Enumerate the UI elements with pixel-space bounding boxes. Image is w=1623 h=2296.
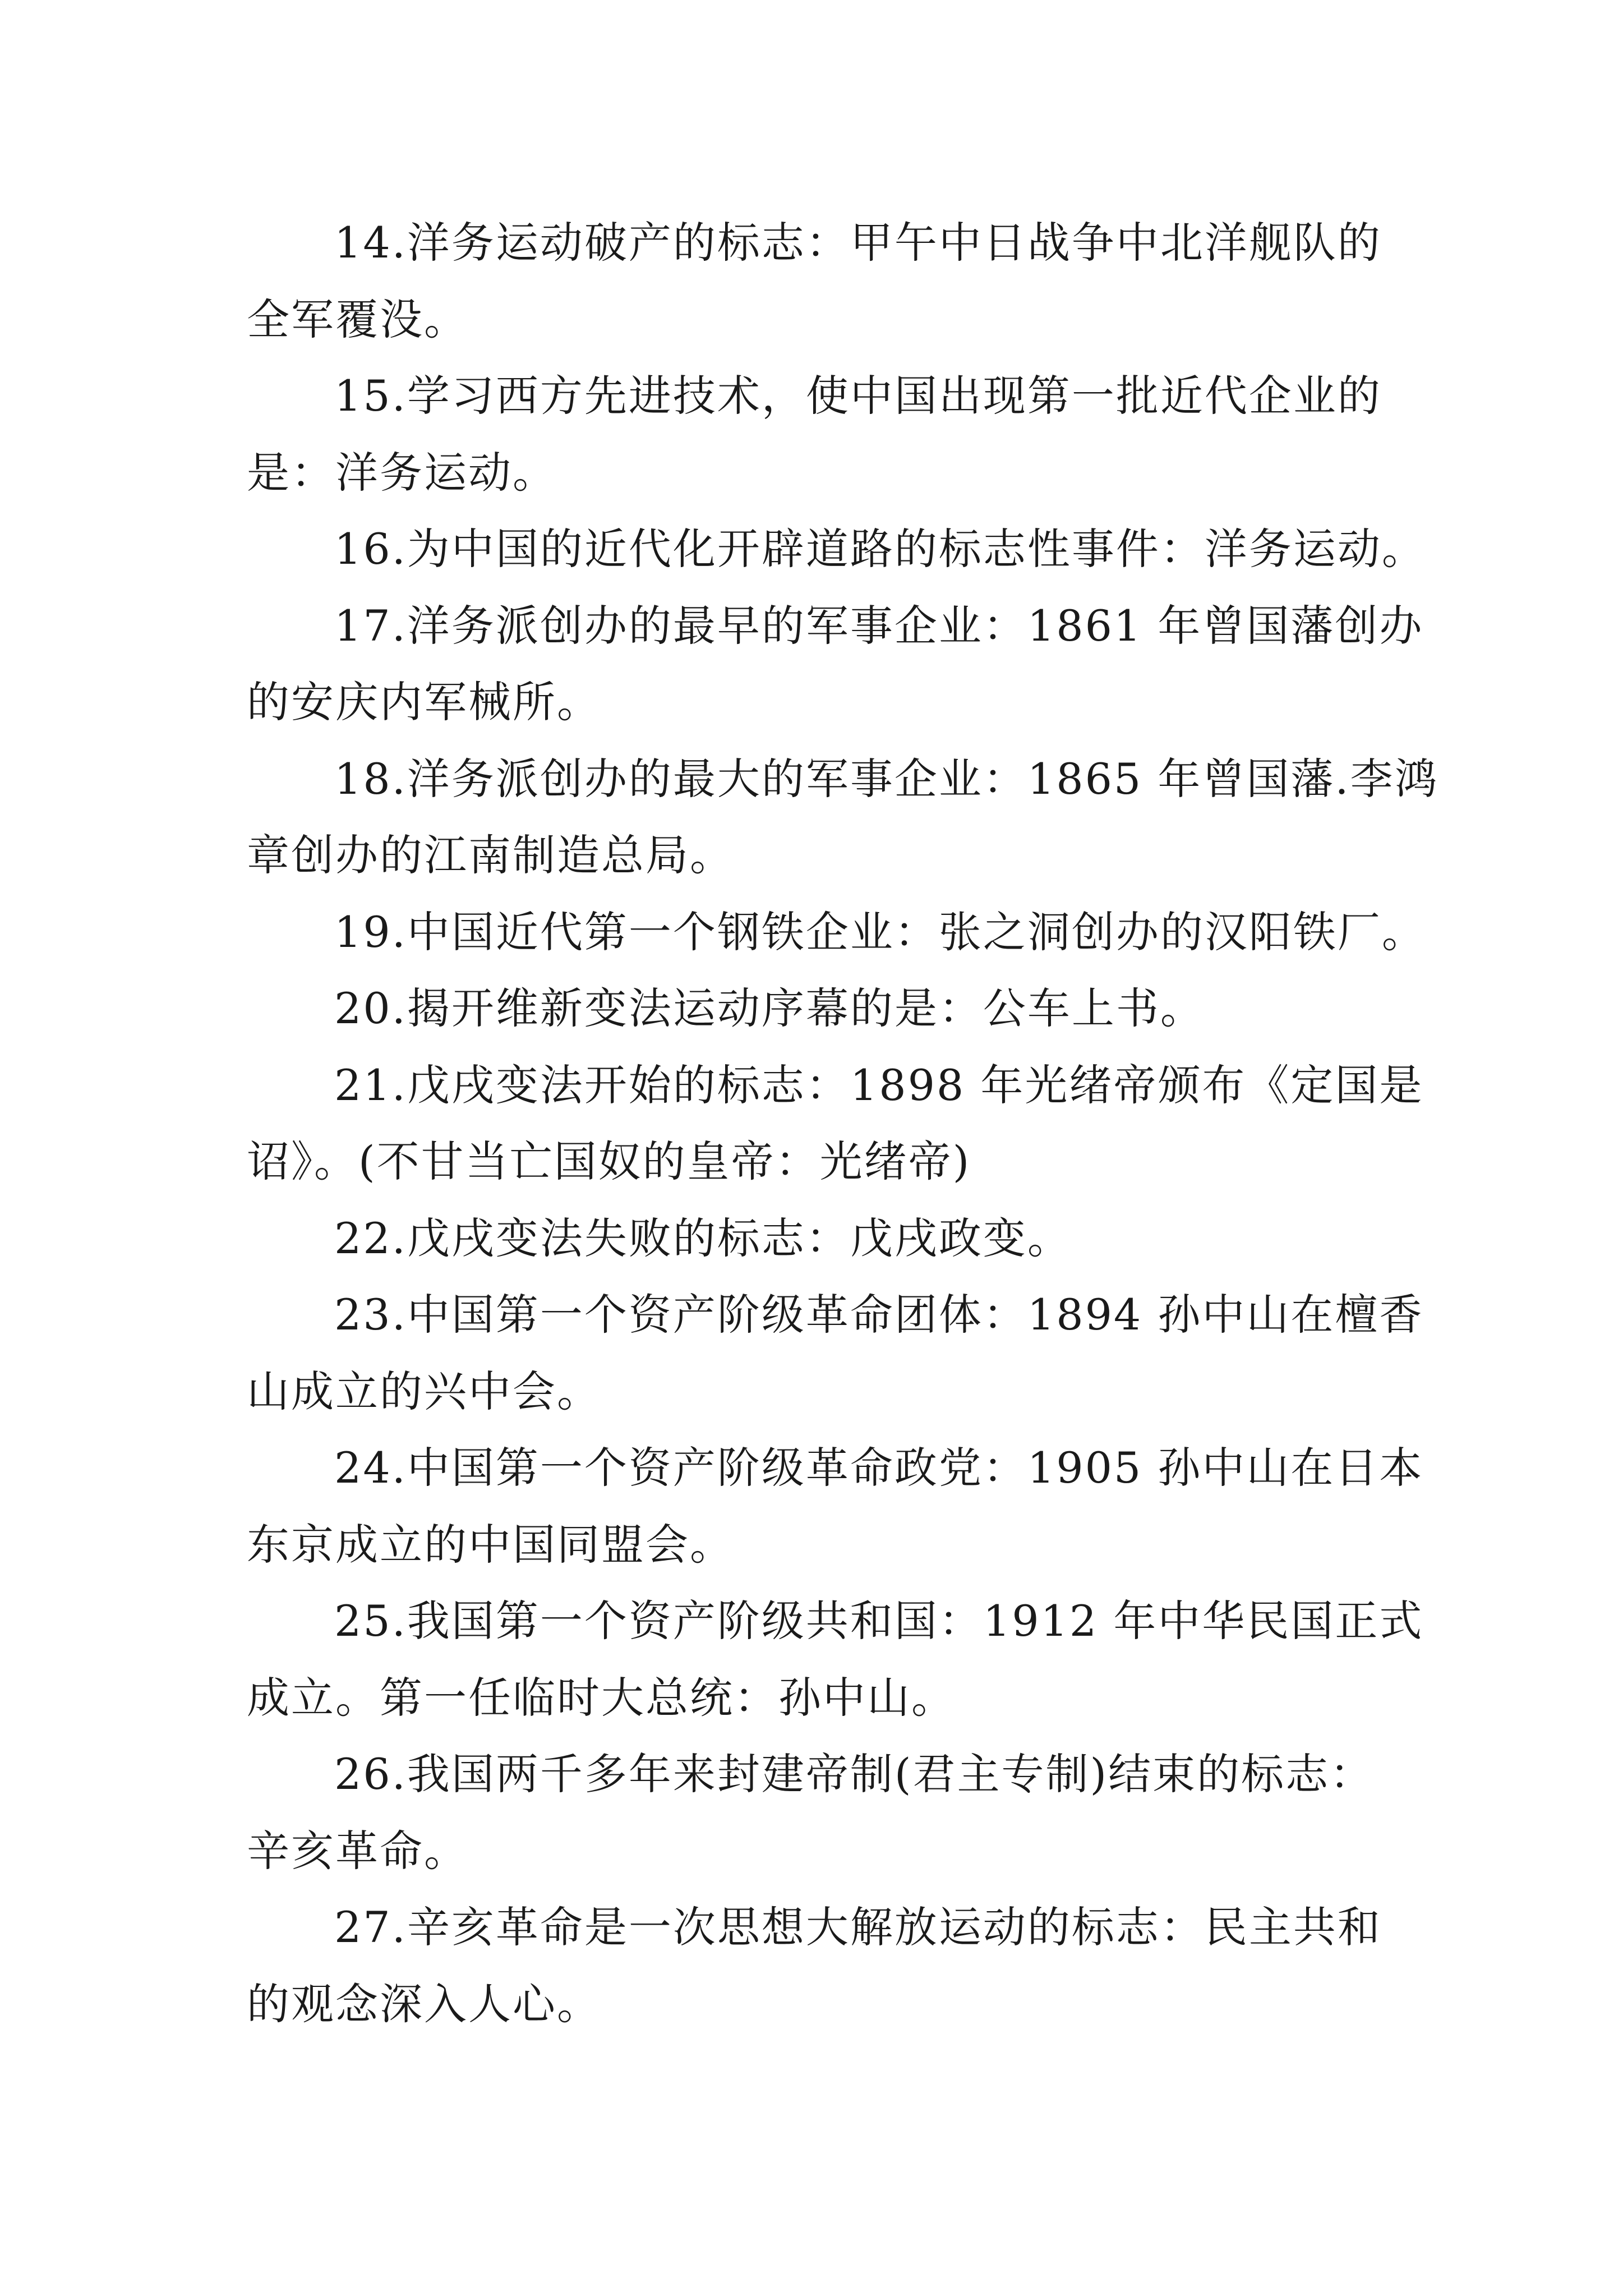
paragraph-line: 的观念深入人心。 [247,1978,601,2029]
paragraph-line: 24.中国第一个资产阶级革命政党：1905 孙中山在日本 [334,1443,1424,1493]
paragraph-line: 25.我国第一个资产阶级共和国：1912 年中华民国正式 [334,1596,1424,1646]
list-item [247,970,1391,1047]
list-item [247,205,1391,358]
paragraph-line: 20.揭开维新变法运动序幕的是：公车上书。 [334,983,1205,1033]
paragraph-line: 23.中国第一个资产阶级革命团体：1894 孙中山在檀香 [334,1290,1424,1340]
list-item [247,1047,1424,1200]
paragraph-line: 章创办的江南制造总局。 [247,830,734,880]
paragraph-line: 18.洋务派创办的最大的军事企业：1865 年曾国藩.李鸿 [334,753,1439,804]
document-body [247,205,1439,2042]
paragraph-line: 14.洋务运动破产的标志：甲午中日战争中北洋舰队的 [334,218,1382,268]
list-item [247,894,1426,971]
paragraph-line: 17.洋务派创办的最早的军事企业：1861 年曾国藩创办 [334,600,1424,651]
paragraph-line: 27.辛亥革命是一次思想大解放运动的标志：民主共和 [334,1902,1382,1952]
list-item [247,741,1439,894]
list-item [247,1430,1424,1583]
paragraph-line: 22.戊戌变法失败的标志：戊戌政变。 [334,1213,1072,1263]
list-item [247,358,1391,511]
paragraph-line: 15.学习西方先进技术，使中国出现第一批近代企业的 [334,371,1382,421]
paragraph-line: 19.中国近代第一个钢铁企业：张之洞创办的汉阳铁厂。 [334,907,1426,957]
paragraph-line: 全军覆没。 [247,294,468,344]
paragraph-line: 东京成立的中国同盟会。 [247,1519,734,1570]
list-item [247,511,1426,588]
paragraph-line: 成立。第一任临时大总统：孙中山。 [247,1672,956,1723]
paragraph-line: 26.我国两千多年来封建帝制(君主专制)结束的标志： [334,1749,1375,1799]
list-item [247,1736,1391,1889]
paragraph-line: 的安庆内军械所。 [247,677,601,727]
list-item [247,1277,1424,1430]
paragraph-line: 21.戊戌变法开始的标志：1898 年光绪帝颁布《定国是 [334,1060,1424,1110]
paragraph-line: 16.为中国的近代化开辟道路的标志性事件：洋务运动。 [334,524,1426,574]
list-item [247,1200,1391,1277]
list-item [247,1889,1391,2042]
list-item [247,588,1424,741]
paragraph-line: 辛亥革命。 [247,1825,468,1876]
paragraph-line: 诏》。(不甘当亡国奴的皇帝：光绪帝) [247,1137,971,1186]
paragraph-line: 山成立的兴中会。 [247,1366,601,1416]
list-item [247,1583,1424,1736]
paragraph-line: 是：洋务运动。 [247,447,557,498]
